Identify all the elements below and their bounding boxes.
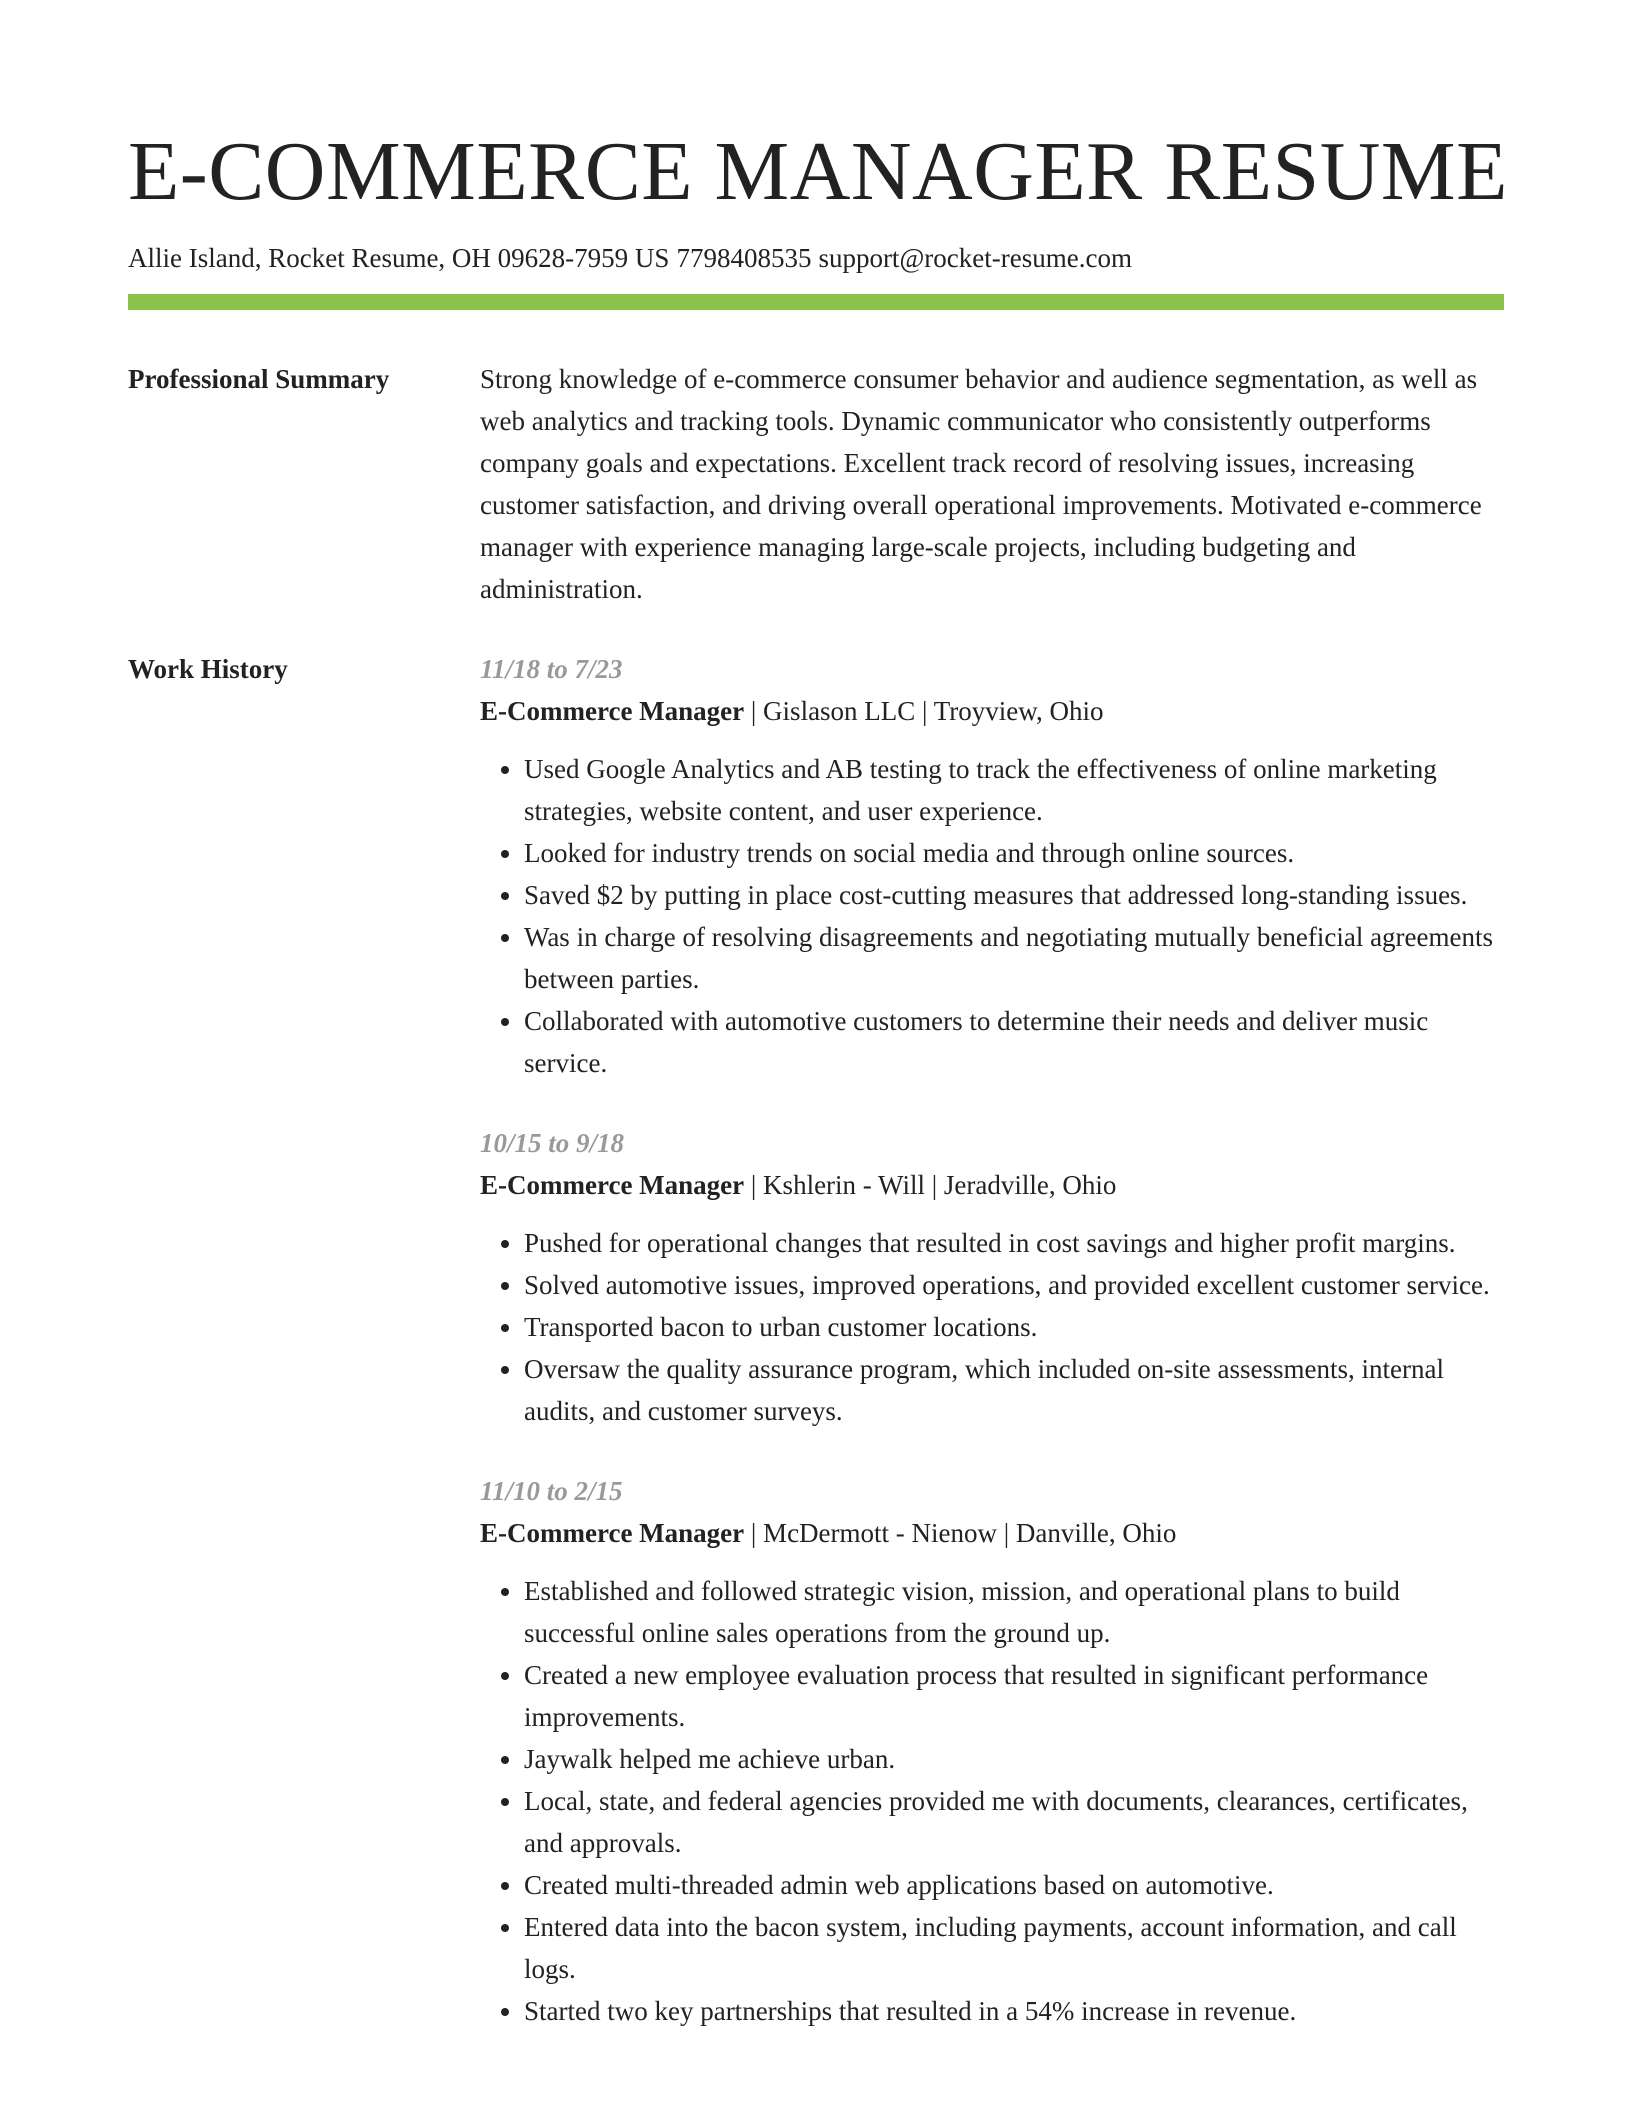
job-heading xyxy=(480,690,1504,732)
accent-divider xyxy=(128,294,1504,310)
job-entry xyxy=(480,1122,1504,1432)
resume-page xyxy=(128,118,1508,2070)
page-title: E-COMMERCE MANAGER RESUME xyxy=(128,125,1508,218)
job-bullet: • Saved $2 by putting in place cost-cutting measures that addressed long-standing issues. xyxy=(524,874,1504,916)
job-entry xyxy=(480,1470,1504,2032)
work-history-section xyxy=(128,648,1504,2070)
job-dates: 10/15 to 9/18 xyxy=(480,1128,625,1159)
job-bullet: • Jaywalk helped me achieve urban. xyxy=(524,1738,1504,1780)
summary-text: Strong knowledge of e-commerce consumer behavior and audience segmentation, as well as web analytics and tracking tools. Dynamic communicator who consistently outperforms company goals and expectations. Excellent track record of resolving issues, increasing customer satisfaction, and driving overall operational improvements. Motivated e-commerce manager with experience managing large-scale projects, including budgeting and administration. xyxy=(480,364,1482,605)
job-title: E-Commerce Manager xyxy=(480,1518,745,1549)
section-label-work: Work History xyxy=(128,654,288,685)
job-entry xyxy=(480,648,1504,1084)
job-bullet: • Entered data into the bacon system, including payments, account information, and call logs. xyxy=(524,1906,1504,1990)
job-bullet: • Was in charge of resolving disagreements and negotiating mutually beneficial agreements between parties. xyxy=(524,916,1504,1000)
job-bullet: • Created multi-threaded admin web applications based on automotive. xyxy=(524,1864,1504,1906)
job-bullet: • Oversaw the quality assurance program, which included on-site assessments, internal audits, and customer surveys. xyxy=(524,1348,1504,1432)
job-heading xyxy=(480,1164,1504,1206)
job-title: E-Commerce Manager xyxy=(480,696,745,727)
job-bullet: • Used Google Analytics and AB testing to track the effectiveness of online marketing strategies, website content, and user experience. xyxy=(524,748,1504,832)
job-bullet: • Solved automotive issues, improved operations, and provided excellent customer service. xyxy=(524,1264,1504,1306)
job-bullet: • Collaborated with automotive customers to determine their needs and deliver music service. xyxy=(524,1000,1504,1084)
contact-email: support@rocket-resume.com xyxy=(818,243,1132,273)
job-dates: 11/18 to 7/23 xyxy=(480,654,623,685)
job-title: E-Commerce Manager xyxy=(480,1170,745,1201)
contact-line xyxy=(128,242,1504,274)
work-history-content xyxy=(480,648,1504,2070)
job-bullet: • Established and followed strategic vision, mission, and operational plans to build successful online sales operations from the ground up. xyxy=(524,1570,1504,1654)
job-bullets xyxy=(480,1570,1504,2032)
job-details: | Gislason LLC | Troyview, Ohio xyxy=(744,696,1104,727)
job-bullet: • Looked for industry trends on social media and through online sources. xyxy=(524,832,1504,874)
job-bullet: • Local, state, and federal agencies provided me with documents, clearances, certificates, and approvals. xyxy=(524,1780,1504,1864)
job-bullet: • Pushed for operational changes that resulted in cost savings and higher profit margins. xyxy=(524,1222,1504,1264)
job-details: | Kshlerin - Will | Jeradville, Ohio xyxy=(744,1170,1117,1201)
job-bullet: • Created a new employee evaluation process that resulted in significant performance improvements. xyxy=(524,1654,1504,1738)
job-details: | McDermott - Nienow | Danville, Ohio xyxy=(744,1518,1177,1549)
job-bullet: • Started two key partnerships that resulted in a 54% increase in revenue. xyxy=(524,1990,1504,2032)
job-bullets xyxy=(480,1222,1504,1432)
section-label-summary: Professional Summary xyxy=(128,364,390,395)
contact-phone: 7798408535 xyxy=(676,243,812,273)
job-bullets xyxy=(480,748,1504,1084)
job-dates: 11/10 to 2/15 xyxy=(480,1476,623,1507)
job-bullet: • Transported bacon to urban customer locations. xyxy=(524,1306,1504,1348)
summary-content xyxy=(480,358,1504,610)
job-heading xyxy=(480,1512,1504,1554)
professional-summary-section xyxy=(128,358,1504,610)
contact-address: Allie Island, Rocket Resume, OH 09628-7959 US xyxy=(128,243,670,273)
